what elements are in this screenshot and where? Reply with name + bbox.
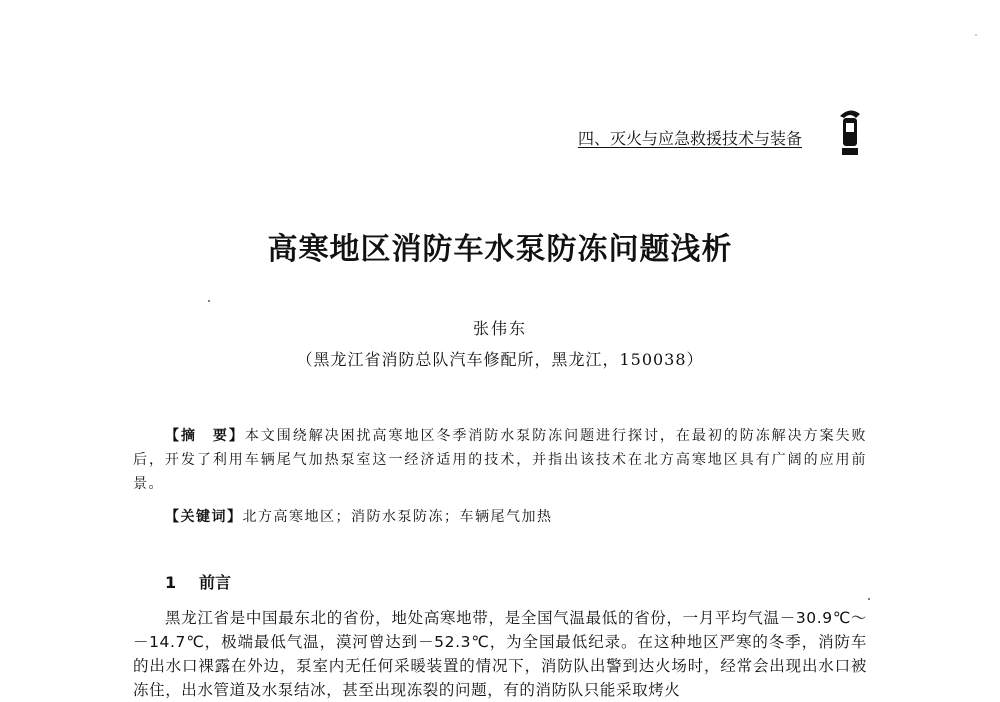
author-affiliation: （黑龙江省消防总队汽车修配所，黑龙江，150038） <box>296 350 704 369</box>
body-paragraph: 黑龙江省是中国最东北的省份，地处高寒地带，是全国气温最低的省份，一月平均气温－30.9℃～－14.7℃，极端最低气温，漠河曾达到－52.3℃，为全国最低纪录。在这种地区严寒的冬季，消防车的出水口裸露在外边，泵室内无任何采暖装置的情况下，消防队出警到达火场时，经常会出现出水口被冻住，出水管道及水泵结冰，甚至出现冻裂的问题，有的消防队只能采取烤火 <box>133 609 867 699</box>
keywords-label: 【关键词】 <box>165 509 243 525</box>
abstract <box>133 424 867 496</box>
fire-extinguisher-icon <box>834 106 866 156</box>
author-name: 张伟东 <box>472 319 527 338</box>
running-header: 四、灭火与应急救援技术与装备 <box>578 129 803 148</box>
scan-speck <box>868 598 870 600</box>
keywords-text: 北方高寒地区；消防水泵防冻；车辆尾气加热 <box>242 509 553 525</box>
section-number: 1 <box>165 573 177 592</box>
scan-speck <box>975 34 977 36</box>
keywords <box>165 506 865 526</box>
section-heading <box>165 570 231 593</box>
abstract-label: 【摘 要】 <box>165 428 245 444</box>
article-title: 高寒地区消防车水泵防冻问题浅析 <box>267 232 733 267</box>
scan-speck <box>208 300 210 302</box>
abstract-text: 本文围绕解决困扰高寒地区冬季消防水泵防冻问题进行探讨，在最初的防冻解决方案失败后，开发了利用车辆尾气加热泵室这一经济适用的技术，并指出该技术在北方高寒地区具有广阔的应用前景。 <box>133 428 868 492</box>
section-title: 前言 <box>199 573 232 592</box>
